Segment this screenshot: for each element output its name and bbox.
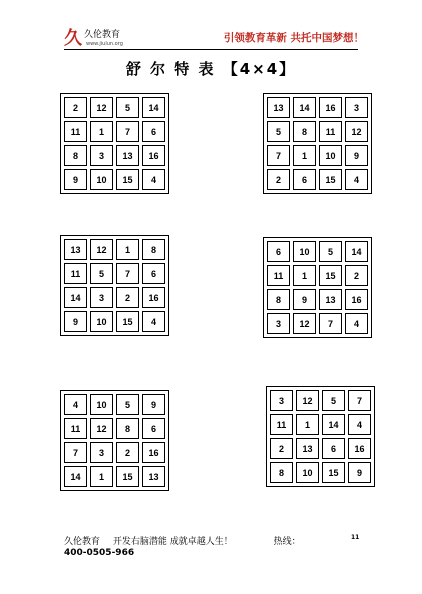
schulte-table-4: [263, 237, 372, 338]
logo-name: 久伦教育: [84, 30, 121, 40]
grid-cell: 3: [90, 287, 113, 308]
grid-cell: 1: [296, 414, 319, 435]
grid-cell: 14: [142, 97, 165, 118]
grid-cell: 6: [267, 241, 290, 262]
grid-cell: 11: [267, 265, 290, 286]
grid-cell: 3: [90, 145, 113, 166]
footer-hotline-label: 热线：: [273, 537, 301, 547]
grid-cell: 9: [293, 289, 316, 310]
grid-cell: 9: [345, 145, 368, 166]
grid-cell: 13: [116, 145, 139, 166]
schulte-table-6: [266, 386, 375, 487]
grid-cell: 7: [64, 442, 87, 463]
grid-cell: 2: [64, 97, 87, 118]
grid-cell: 8: [142, 239, 165, 260]
grid-cell: 10: [319, 145, 342, 166]
grid-cell: 2: [345, 265, 368, 286]
grid-cell: 1: [293, 265, 316, 286]
grid-cell: 3: [267, 313, 290, 334]
grid-cell: 7: [116, 121, 139, 142]
grid-cell: 15: [116, 169, 139, 190]
grid-cell: 6: [142, 121, 165, 142]
grid-cell: 2: [267, 169, 290, 190]
grid-cell: 8: [270, 462, 293, 483]
grid-cell: 15: [322, 462, 345, 483]
grid-cell: 4: [345, 169, 368, 190]
grid-cell: 13: [296, 438, 319, 459]
schulte-table-3: [60, 235, 169, 336]
grid-cell: 12: [90, 239, 113, 260]
grid-cell: 1: [90, 121, 113, 142]
grid-cell: 13: [319, 289, 342, 310]
schulte-table-2: [263, 93, 372, 194]
grid-cell: 14: [345, 241, 368, 262]
grid-cell: 12: [296, 390, 319, 411]
grid-cell: 14: [322, 414, 345, 435]
grid-cell: 8: [293, 121, 316, 142]
grid-cell: 3: [90, 442, 113, 463]
grid-cell: 2: [270, 438, 293, 459]
grid-cell: 11: [64, 121, 87, 142]
grid-cell: 4: [142, 169, 165, 190]
grid-cell: 15: [319, 169, 342, 190]
grid-cell: 5: [116, 394, 139, 415]
grid-cell: 10: [293, 241, 316, 262]
grid-cell: 6: [322, 438, 345, 459]
grid-cell: 5: [319, 241, 342, 262]
grid-cell: 16: [345, 289, 368, 310]
grid-cell: 11: [64, 263, 87, 284]
grid-cell: 15: [319, 265, 342, 286]
footer-tagline: 开发右脑潜能 成就卓越人生！: [112, 537, 233, 547]
grid-cell: 4: [64, 394, 87, 415]
grid-cell: 2: [116, 287, 139, 308]
grid-cell: 8: [267, 289, 290, 310]
grid-cell: 7: [267, 145, 290, 166]
grid-cell: 15: [116, 466, 139, 487]
grid-cell: 9: [64, 311, 87, 332]
grid-cell: 9: [348, 462, 371, 483]
grid-cell: 5: [267, 121, 290, 142]
grid-cell: 7: [348, 390, 371, 411]
page-number: 11: [351, 534, 360, 541]
grid-cell: 15: [116, 311, 139, 332]
grid-cell: 3: [270, 390, 293, 411]
grid-cell: 8: [64, 145, 87, 166]
footer-brand: 久伦教育: [64, 537, 101, 547]
page-title: 舒 尔 特 表 【4×4】: [125, 60, 297, 78]
grid-cell: 13: [142, 466, 165, 487]
grid-cell: 4: [142, 311, 165, 332]
grid-cell: 1: [293, 145, 316, 166]
schulte-table-5: [60, 390, 169, 491]
grid-cell: 5: [116, 97, 139, 118]
grid-cell: 6: [142, 263, 165, 284]
grid-cell: 7: [116, 263, 139, 284]
logo-url: www.jiulun.org: [86, 41, 123, 47]
grid-cell: 10: [90, 311, 113, 332]
grid-cell: 16: [142, 287, 165, 308]
grid-cell: 12: [90, 418, 113, 439]
grid-cell: 12: [90, 97, 113, 118]
grid-cell: 14: [64, 466, 87, 487]
grid-cell: 3: [345, 97, 368, 118]
grid-cell: 10: [296, 462, 319, 483]
schulte-table-1: [60, 93, 169, 194]
grid-cell: 6: [142, 418, 165, 439]
grid-cell: 8: [116, 418, 139, 439]
header-divider: [64, 49, 358, 50]
grid-cell: 4: [348, 414, 371, 435]
logo-mark-icon: 久: [64, 28, 82, 49]
grid-cell: 2: [116, 442, 139, 463]
grid-cell: 11: [319, 121, 342, 142]
grid-cell: 16: [348, 438, 371, 459]
grid-cell: 1: [116, 239, 139, 260]
grid-cell: 6: [293, 169, 316, 190]
grid-cell: 16: [142, 145, 165, 166]
grid-cell: 13: [64, 239, 87, 260]
grid-cell: 14: [293, 97, 316, 118]
header-slogan: 引领教育革新 共托中国梦想！: [223, 32, 364, 44]
grid-cell: 5: [90, 263, 113, 284]
grid-cell: 10: [90, 169, 113, 190]
grid-cell: 16: [319, 97, 342, 118]
grid-cell: 9: [142, 394, 165, 415]
grid-cell: 10: [90, 394, 113, 415]
footer-phone: 400-0505-966: [64, 548, 135, 558]
grid-cell: 11: [270, 414, 293, 435]
grid-cell: 16: [142, 442, 165, 463]
grid-cell: 4: [345, 313, 368, 334]
grid-cell: 11: [64, 418, 87, 439]
grid-cell: 1: [90, 466, 113, 487]
grid-cell: 14: [64, 287, 87, 308]
grid-cell: 12: [345, 121, 368, 142]
grid-cell: 9: [64, 169, 87, 190]
grid-cell: 12: [293, 313, 316, 334]
grid-cell: 5: [322, 390, 345, 411]
grid-cell: 7: [319, 313, 342, 334]
grid-cell: 13: [267, 97, 290, 118]
